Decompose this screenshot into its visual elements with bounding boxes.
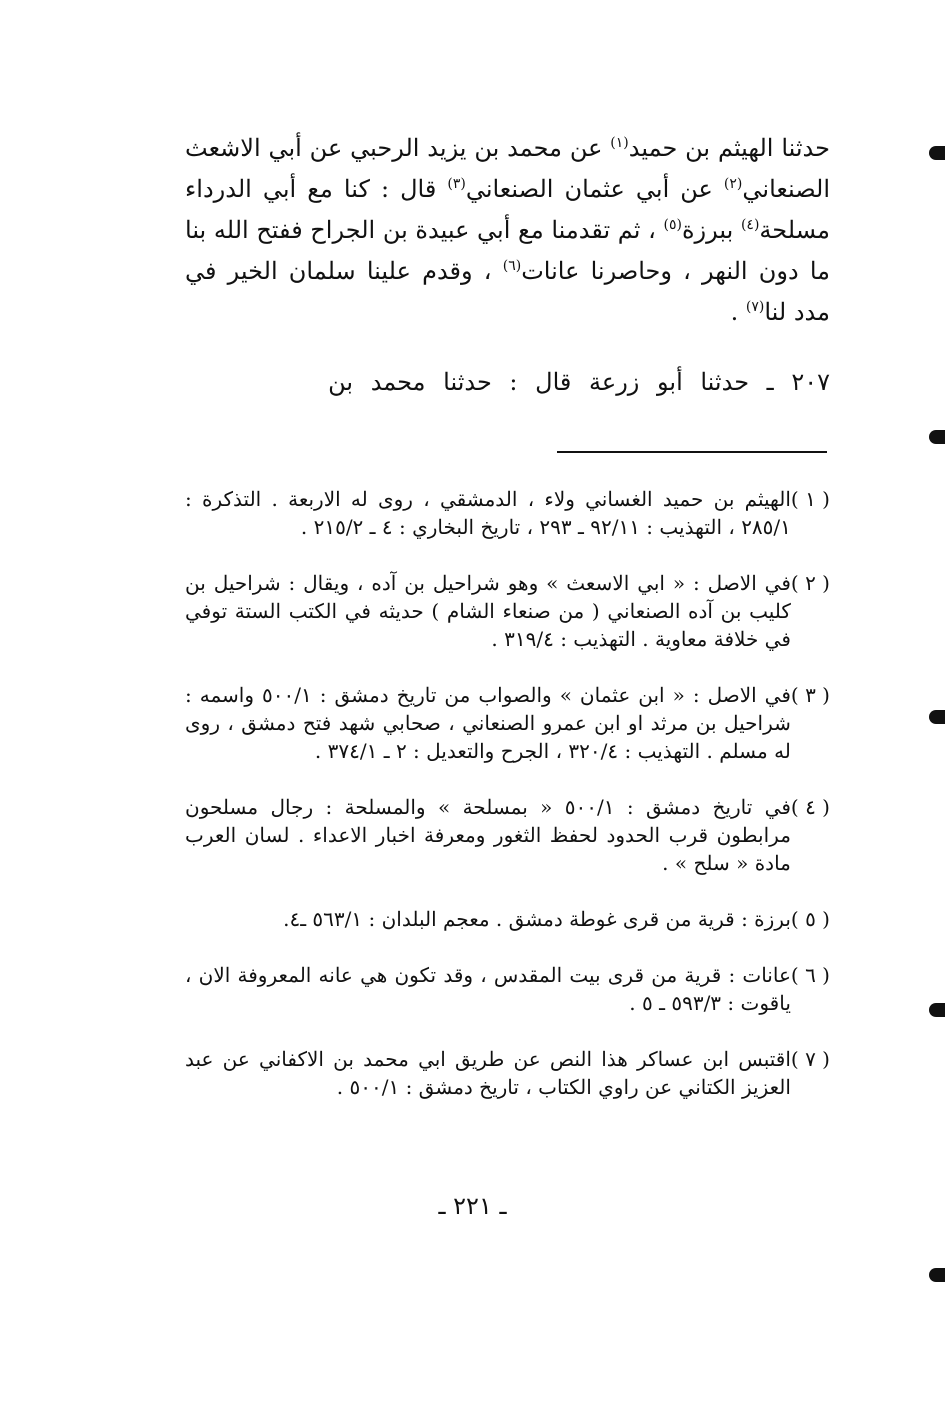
main-text-paragraph: حدثنا الهيثم بن حميد$^{(١)}$ عن محمد بن يزيد الرحبي عن أبي الاشعث الصنعاني$^{(٢)}$ عن أبي عثمان الصنعاني$^{(٣)}$ قال : كنا مع أبي الدرداء مسلحة$^{(٤)}$ ببرزة$^{(٥)}$ ، ثم تقدمنا مع أبي عبيدة بن الجراح ففتح الله بنا ما دون النهر ، وحاصرنا عانات$^{(٦)}$ ، وقدم علينا سلمان الخير في مدد لنا$^{(٧)}$ .	[185, 134, 831, 326]
footnote-number: ( ٧ )	[790, 1047, 830, 1071]
page-edge-mark	[929, 1003, 945, 1017]
footnote-item	[185, 905, 830, 933]
page-edge-mark	[929, 430, 945, 444]
footnote-text: الهيثم بن حميد الغساني ولاء ، الدمشقي ، روى له الاربعة . التذكرة : ٢٨٥/١ ، التهذيب : ٩٢/١١ ـ ٢٩٣ ، تاريخ البخاري : ٤ ـ ٢١٥/٢ .	[185, 487, 791, 539]
footnote-text: اقتبس ابن عساكر هذا النص عن طريق ابي محمد بن الاكفاني عن عبد العزيز الكتاني عن راوي الكتاب ، تاريخ دمشق : ٥٠٠/١ .	[185, 1047, 791, 1099]
footnote-divider	[557, 451, 827, 453]
footnote-number: ( ٥ )	[790, 907, 830, 931]
footnote-text: عانات : قرية من قرى بيت المقدس ، وقد تكون هي عانه المعروفة الان ، ياقوت : ٥٩٣/٣ ـ ٥ .	[185, 963, 791, 1015]
footnote-number: ( ١ )	[790, 487, 830, 511]
hadith-207-heading: ٢٠٧ ـ حدثنا أبو زرعة قال : حدثنا محمد بن	[328, 368, 830, 396]
footnote-ref: (١)	[610, 135, 629, 151]
footnote-item	[185, 1045, 830, 1101]
footnote-ref: (٧)	[745, 299, 765, 315]
footnote-ref: (٦)	[502, 258, 522, 274]
footnote-ref: (٣)	[447, 176, 466, 192]
footnote-number: ( ٤ )	[790, 795, 830, 819]
footnote-ref: (٤)	[740, 217, 760, 233]
footnote-number: ( ٣ )	[790, 683, 830, 707]
footnote-item	[185, 681, 830, 765]
footnote-text: برزة : قرية من قرى غوطة دمشق . معجم البلدان : ٥٦٣/١ ـ٤.	[283, 907, 791, 931]
footnote-text: في تاريخ دمشق : ٥٠٠/١ « بمسلحة » والمسلحة : رجال مسلحون مرابطون قرب الحدود لحفظ الثغور ومعرفة اخبار الاعداء . لسان العرب مادة « سلح » .	[185, 795, 791, 875]
footnote-item	[185, 485, 830, 541]
footnote-number: ( ٦ )	[790, 963, 830, 987]
footnote-ref: (٥)	[663, 217, 682, 233]
footnotes-section	[185, 485, 830, 1129]
footnote-text: في الاصل : « ابن عثمان » والصواب من تاريخ دمشق : ٥٠٠/١ واسمه : شراحيل بن مرثد او ابن عمرو الصنعاني ، صحابي شهد فتح دمشق ، روى له مسلم . التهذيب : ٣٢٠/٤ ، الجرح والتعديل : ٢ ـ ٣٧٤/١ .	[185, 683, 791, 763]
page-number: ـ ٢٢١ ـ	[438, 1192, 507, 1220]
page-edge-mark	[929, 710, 945, 724]
page-edge-mark	[929, 146, 945, 160]
footnote-item	[185, 569, 830, 653]
page-edge-mark	[929, 1268, 945, 1282]
footnote-item	[185, 961, 830, 1017]
footnote-ref: (٢)	[723, 176, 743, 192]
footnote-number: ( ٢ )	[790, 571, 830, 595]
footnote-item	[185, 793, 830, 877]
footnote-text: في الاصل : « ابي الاسعث » وهو شراحيل بن آده ، ويقال : شراحيل بن كليب بن آده الصنعاني ( من صنعاء الشام ) حديثه في الكتب الستة توفي في خلافة معاوية . التهذيب : ٣١٩/٤ .	[185, 571, 791, 651]
